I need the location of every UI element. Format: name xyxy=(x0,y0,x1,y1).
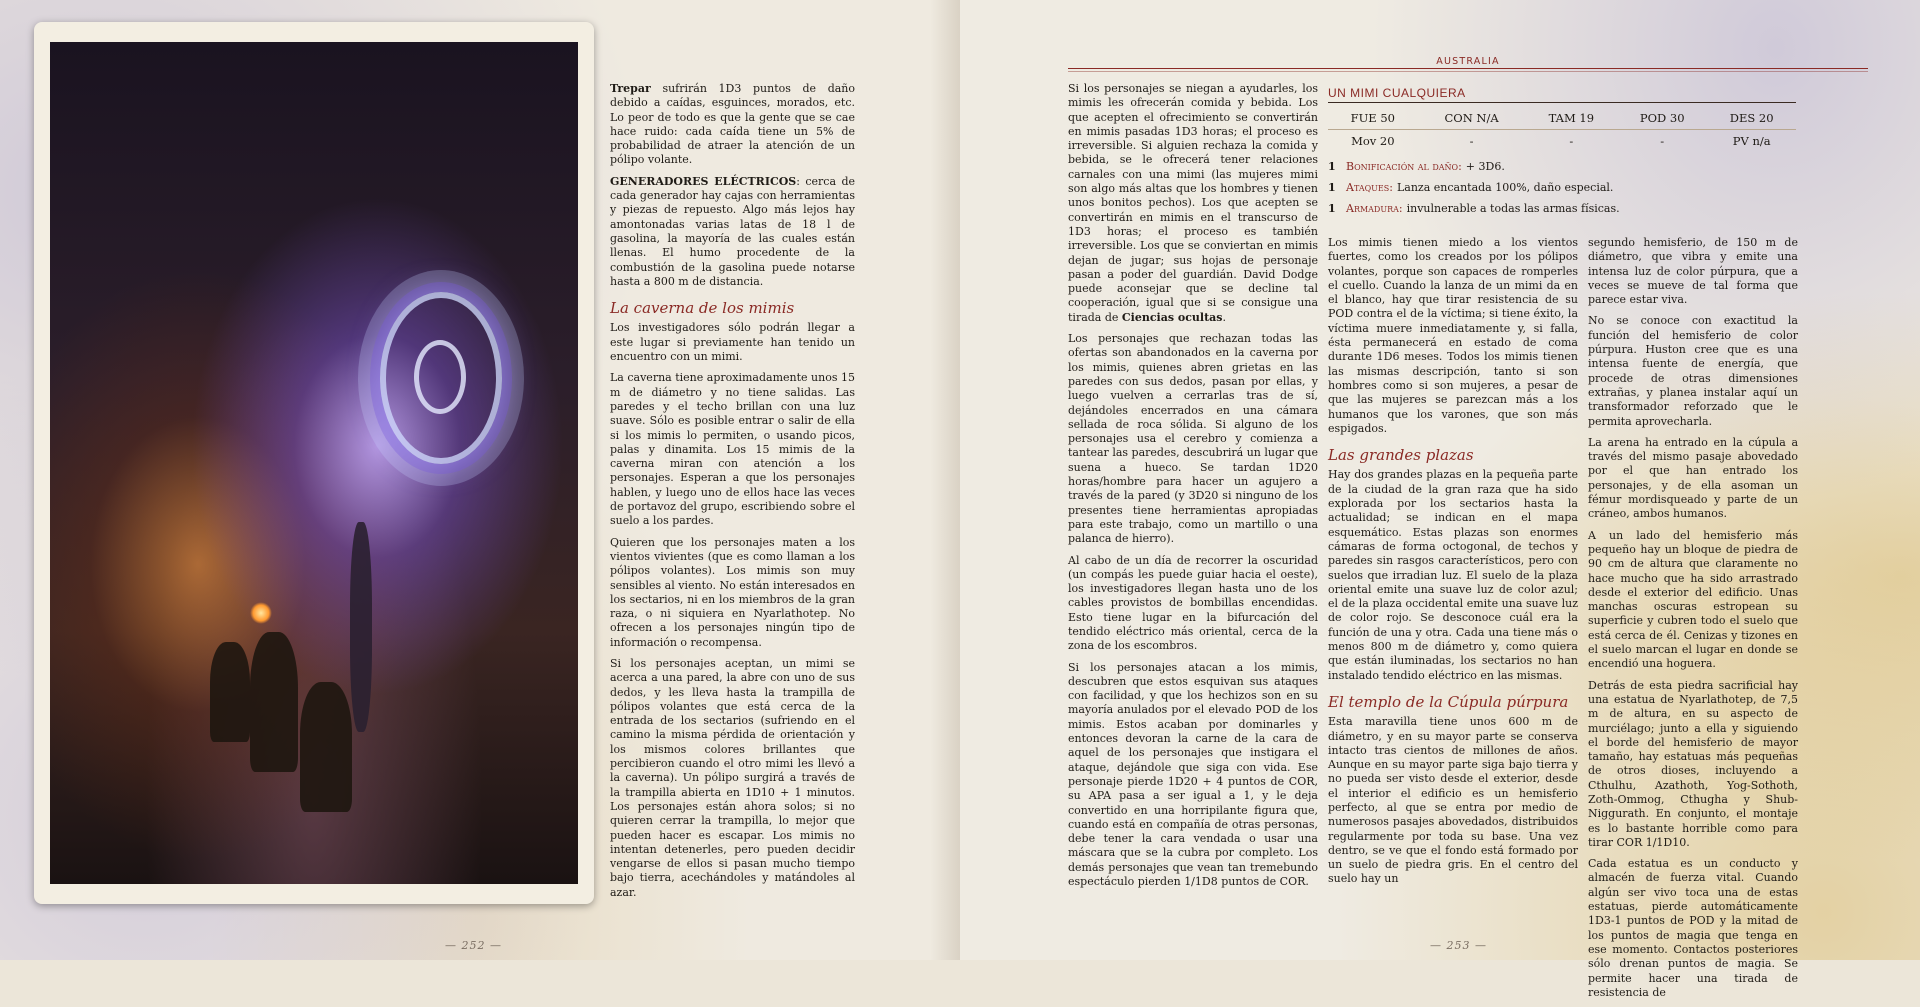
stat-row xyxy=(1328,107,1796,130)
illustration-frame xyxy=(34,22,594,904)
stat-cell: DES 20 xyxy=(1707,107,1796,130)
header-rule xyxy=(1068,71,1868,72)
stat-cell: PV n/a xyxy=(1732,134,1771,148)
right-text-column-1 xyxy=(1068,82,1318,896)
paragraph: Hay dos grandes plazas en la pequeña parte de la ciudad de la gran raza que ha sido explorada por los sectarios hasta la actualidad; se indican en el mapa esquemático. Estas plazas son enormes cámaras de forma octogonal, de techos y paredes sin rasgos característicos, pero con suelos que irradian luz. El suelo de la plaza oriental emite una suave luz de color azul; el de la plaza occidental emite una suave luz de color rojo. Se desconoce cuál era la función de una y otra. Cada una tiene más o menos 800 m de diámetro y, como quiera que están iluminadas, los sectarios no han instalado tendido eléctrico en las mismas. xyxy=(1328,468,1578,682)
paragraph: La caverna tiene aproximadamente unos 15 m de diámetro y no tiene salidas. Las paredes y el techo brillan con una luz suave. Sólo es posible entrar o salir de ella si los mimis lo permiten, o usando picos, palas y dinamita. Los 15 mimis de la caverna miran con atención a los personajes. Esperan a que los personajes hablen, y luego uno de ellos hace las veces de portavoz del grupo, escribiendo sobre el suelo a los pardes. xyxy=(610,371,855,528)
stat-block-title: UN MIMI CUALQUIERA xyxy=(1328,86,1466,100)
right-page xyxy=(960,0,1920,999)
stat-cell: TAM 19 xyxy=(1526,107,1618,130)
section-heading: La caverna de los mimis xyxy=(610,299,795,318)
stat-table xyxy=(1328,107,1796,152)
paragraph: GENERADORES ELÉCTRICOS: cerca de cada generador hay cajas con herramientas y piezas de repuesto. Algo más lejos hay amontonadas varias latas de 18 l de gasolina, la mayoría de las cuales están llenas. El humo procedente de la combustión de la gasolina puede notarse hasta a 800 m de distancia. xyxy=(610,174,855,288)
paragraph: Si los personajes atacan a los mimis, descubren que estos esquivan sus ataques con facilidad, y que los hechizos son en su mayoría anulados por el elevado POD de los mimis. Estos acaban por dominarles y entonces devoran la carne de la cara de aquel de los personajes que instigara el ataque, dejándole que siga con vida. Ese personaje pierde 1D20 + 4 puntos de COR, su APA pasa a ser igual a 1, y le deja convertido en una horripilante figura que, cuando está en compañía de otras personas, debe tener la cara vendada o usar una máscara que se la cubra por completo. Los demás personajes que vean tan tremebundo espectáculo pierden 1/1D8 puntos de COR. xyxy=(1068,660,1318,889)
page-number: — 253 — xyxy=(1430,939,1487,952)
investigator-figure xyxy=(210,642,250,742)
stat-cell: CON N/A xyxy=(1418,107,1526,130)
glowing-spiral-glyph xyxy=(380,292,502,464)
page-number: — 252 — xyxy=(445,939,502,952)
stat-cell: - xyxy=(1569,134,1574,148)
stat-cell: FUE 50 xyxy=(1328,107,1418,130)
stat-cell: POD 30 xyxy=(1617,107,1707,130)
cavern-illustration xyxy=(50,42,578,884)
paragraph: Si los personajes aceptan, un mimi se acerca a una pared, la abre con uno de sus dedos, y les lleva hasta la trampilla de pólipos volantes que está cerca de la entrada de los sectarios (sufriendo en el camino la misma pérdida de orientación y los mismos colores brillantes que percibieron cuando el otro mimi les llevó a la caverna). Un pólipo surgirá a través de la trampilla abierta en 1D10 + 1 minutos. Los personajes están ahora solos; si no quieren cerrar la trampilla, lo mejor que pueden hacer es escapar. Los mimis no intentan detenerles, pero pueden decidir vengarse de ellos si pasan mucho tiempo bajo tierra, acechándoles y matándoles al azar. xyxy=(610,656,855,899)
right-text-column-3 xyxy=(1588,236,1798,1007)
paragraph: Si los personajes se niegan a ayudarles, los mimis les ofrecerán comida y bebida. Los que acepten el ofrecimiento se convertirán en mimis pasadas 1D3 horas; el proceso es irreversible. Si alguien rechaza la comida y bebida, se le ofrecerá tener relaciones carnales con una mimi (las mujeres mimi son algo más altas que los hombres y tienen unos bonitos pechos). Los que acepten se convertirán en mimis en el transcurso de 1D3 horas; el proceso es también irreversible. Los que se conviertan en mimis dejan de jugar; sus hojas de personaje pasan a poder del guardián. David Dodge puede aconsejar que se decline tal cooperación, igual que si se consigue una tirada de Ciencias ocultas. xyxy=(1068,82,1318,324)
section-heading: Las grandes plazas xyxy=(1328,446,1474,465)
paragraph: A un lado del hemisferio más pequeño hay un bloque de piedra de 90 cm de altura que claramente no hace mucho que ha sido arrastrado desde el exterior del edificio. Unas manchas oscuras estropean su superficie y cubren todo el suelo que está cerca de él. Cenizas y tizones en el suelo marcan el lugar en donde se encendió una hoguera. xyxy=(1588,528,1798,671)
mimi-figure xyxy=(350,522,372,732)
paragraph: Cada estatua es un conducto y almacén de fuerza vital. Cuando algún ser vivo toca una de estas estatuas, pierde automáticamente 1D3-1 puntos de POD y la mitad de los puntos de magia que tenga en ese momento. Contactos posteriores sólo drenan puntos de magia. Se permite hacer una tirada de resistencia de xyxy=(1588,857,1798,999)
left-text-column xyxy=(610,82,855,907)
stat-row xyxy=(1328,130,1796,153)
paragraph: Al cabo de un día de recorrer la oscuridad (un compás les puede guiar hacia el oeste), los investigadores llegan hasta uno de los cables provistos de bombillas encendidas. Esto tiene lugar en la bifurcación del tendido eléctrico más oriental, cerca de la zona de los escombros. xyxy=(1068,553,1318,653)
stat-line-damage-bonus: 1 Bonificación al daño: + 3D6. xyxy=(1328,160,1505,173)
left-page xyxy=(0,0,960,960)
stat-line-armor: 1 Armadura: invulnerable a todas las armas físicas. xyxy=(1328,202,1620,215)
stat-cell: - xyxy=(1469,134,1474,148)
paragraph: Los investigadores sólo podrán llegar a este lugar si previamente han tenido un encuentro con un mimi. xyxy=(610,321,855,364)
section-heading: El templo de la Cúpula púrpura xyxy=(1328,692,1569,711)
stat-cell: - xyxy=(1660,134,1665,148)
paragraph: segundo hemisferio, de 150 m de diámetro, que vibra y emite una intensa luz de color púrpura, que a veces se mueve de tal forma que parece estar viva. xyxy=(1588,236,1798,307)
stat-lines xyxy=(1328,160,1796,215)
paragraph: Los mimis tienen miedo a los vientos fuertes, como los creados por los pólipos volantes, porque son capaces de romperles el cuello. Cuando la lanza de un mimi da en el blanco, hay que tirar resistencia de su POD contra el de la víctima; si tiene éxito, la víctima muere inmediatamente y, si falla, ésta permanecerá en estado de coma durante 1D6 meses. Todos los mimis tienen las mismas descripción, tanto si son hombres como si son mujeres, a pesar de que las mujeres se parezcan más a los humanos que los varones, que son más espigados. xyxy=(1328,236,1578,435)
investigator-figure xyxy=(250,632,298,772)
torch-flame xyxy=(250,602,272,624)
paragraph: Quieren que los personajes maten a los vientos vivientes (que es como llaman a los pólipos volantes). Los mimis son muy sensibles al viento. No están interesados en los sectarios, ni en los miembros de la gran raza, o ni siquiera en Nyarlathotep. No ofrecen a los personajes ningún tipo de información o recompensa. xyxy=(610,535,855,649)
header-rule xyxy=(1068,68,1868,69)
running-head: AUSTRALIA xyxy=(1436,56,1500,67)
paragraph: Esta maravilla tiene unos 600 m de diámetro, y en su mayor parte se conserva intacto tras cientos de millones de años. Aunque en su mayor parte siga bajo tierra y no pueda ser visto desde el exterior, desde el interior el edificio es un hemisferio perfecto, al que se entra por medio de numerosos pasajes abovedados, distribuidos regularmente por toda su base. Una vez dentro, se ve que el fondo está formado por un suelo de piedra gris. En el centro del suelo hay un xyxy=(1328,715,1578,886)
stat-line-attacks: 1 Ataques: Lanza encantada 100%, daño especial. xyxy=(1328,181,1614,194)
stat-block xyxy=(1328,86,1796,223)
paragraph: Detrás de esta piedra sacrificial hay una estatua de Nyarlathotep, de 7,5 m de altura, en su aspecto de murciélago; junto a ella y siguiendo el borde del hemisferio de mayor tamaño, hay estatuas más pequeñas de otros dioses, incluyendo a Cthulhu, Azathoth, Yog-Sothoth, Zoth-Ommog, Cthugha y Shub-Niggurath. En conjunto, el montaje es lo bastante horrible como para tirar COR 1/1D10. xyxy=(1588,678,1798,849)
investigator-figure xyxy=(300,682,352,812)
stat-cell: Mov 20 xyxy=(1351,134,1395,148)
paragraph: No se conoce con exactitud la función del hemisferio de color púrpura. Huston cree que es una intensa fuente de energía, que procede de otras dimensiones extrañas, y planea instalar aquí un transformador reforzado que le permita aprovecharla. xyxy=(1588,314,1798,428)
right-text-column-2 xyxy=(1328,236,1578,894)
paragraph: Trepar sufrirán 1D3 puntos de daño debido a caídas, esguinces, morados, etc. Lo peor de todo es que la gente que se cae hace ruido: cada caída tiene un 5% de probabilidad de atraer la atención de un pólipo volante. xyxy=(610,82,855,167)
paragraph: Los personajes que rechazan todas las ofertas son abandonados en la caverna por los mimis, quienes abren grietas en las paredes con sus dedos, pasan por ellas, y luego vuelven a cerrarlas tras de sí, dejándoles encerrados en una cámara sellada de roca sólida. Si alguno de los personajes usa el cerebro y comienza a tantear las paredes, descubrirá un lugar que suena a hueco. Se tardan 1D20 horas/hombre para hacer un agujero a través de la pared (y 3D20 si ninguno de los presentes tiene herramientas apropiadas para este trabajo, como un martillo o una palanca de hierro). xyxy=(1068,332,1318,546)
stat-block-rule xyxy=(1328,102,1796,103)
paragraph: La arena ha entrado en la cúpula a través del mismo pasaje abovedado por el que han entrado los personajes, y de ella asoman un fémur mordisqueado y parte de un cráneo, ambos humanos. xyxy=(1588,435,1798,521)
